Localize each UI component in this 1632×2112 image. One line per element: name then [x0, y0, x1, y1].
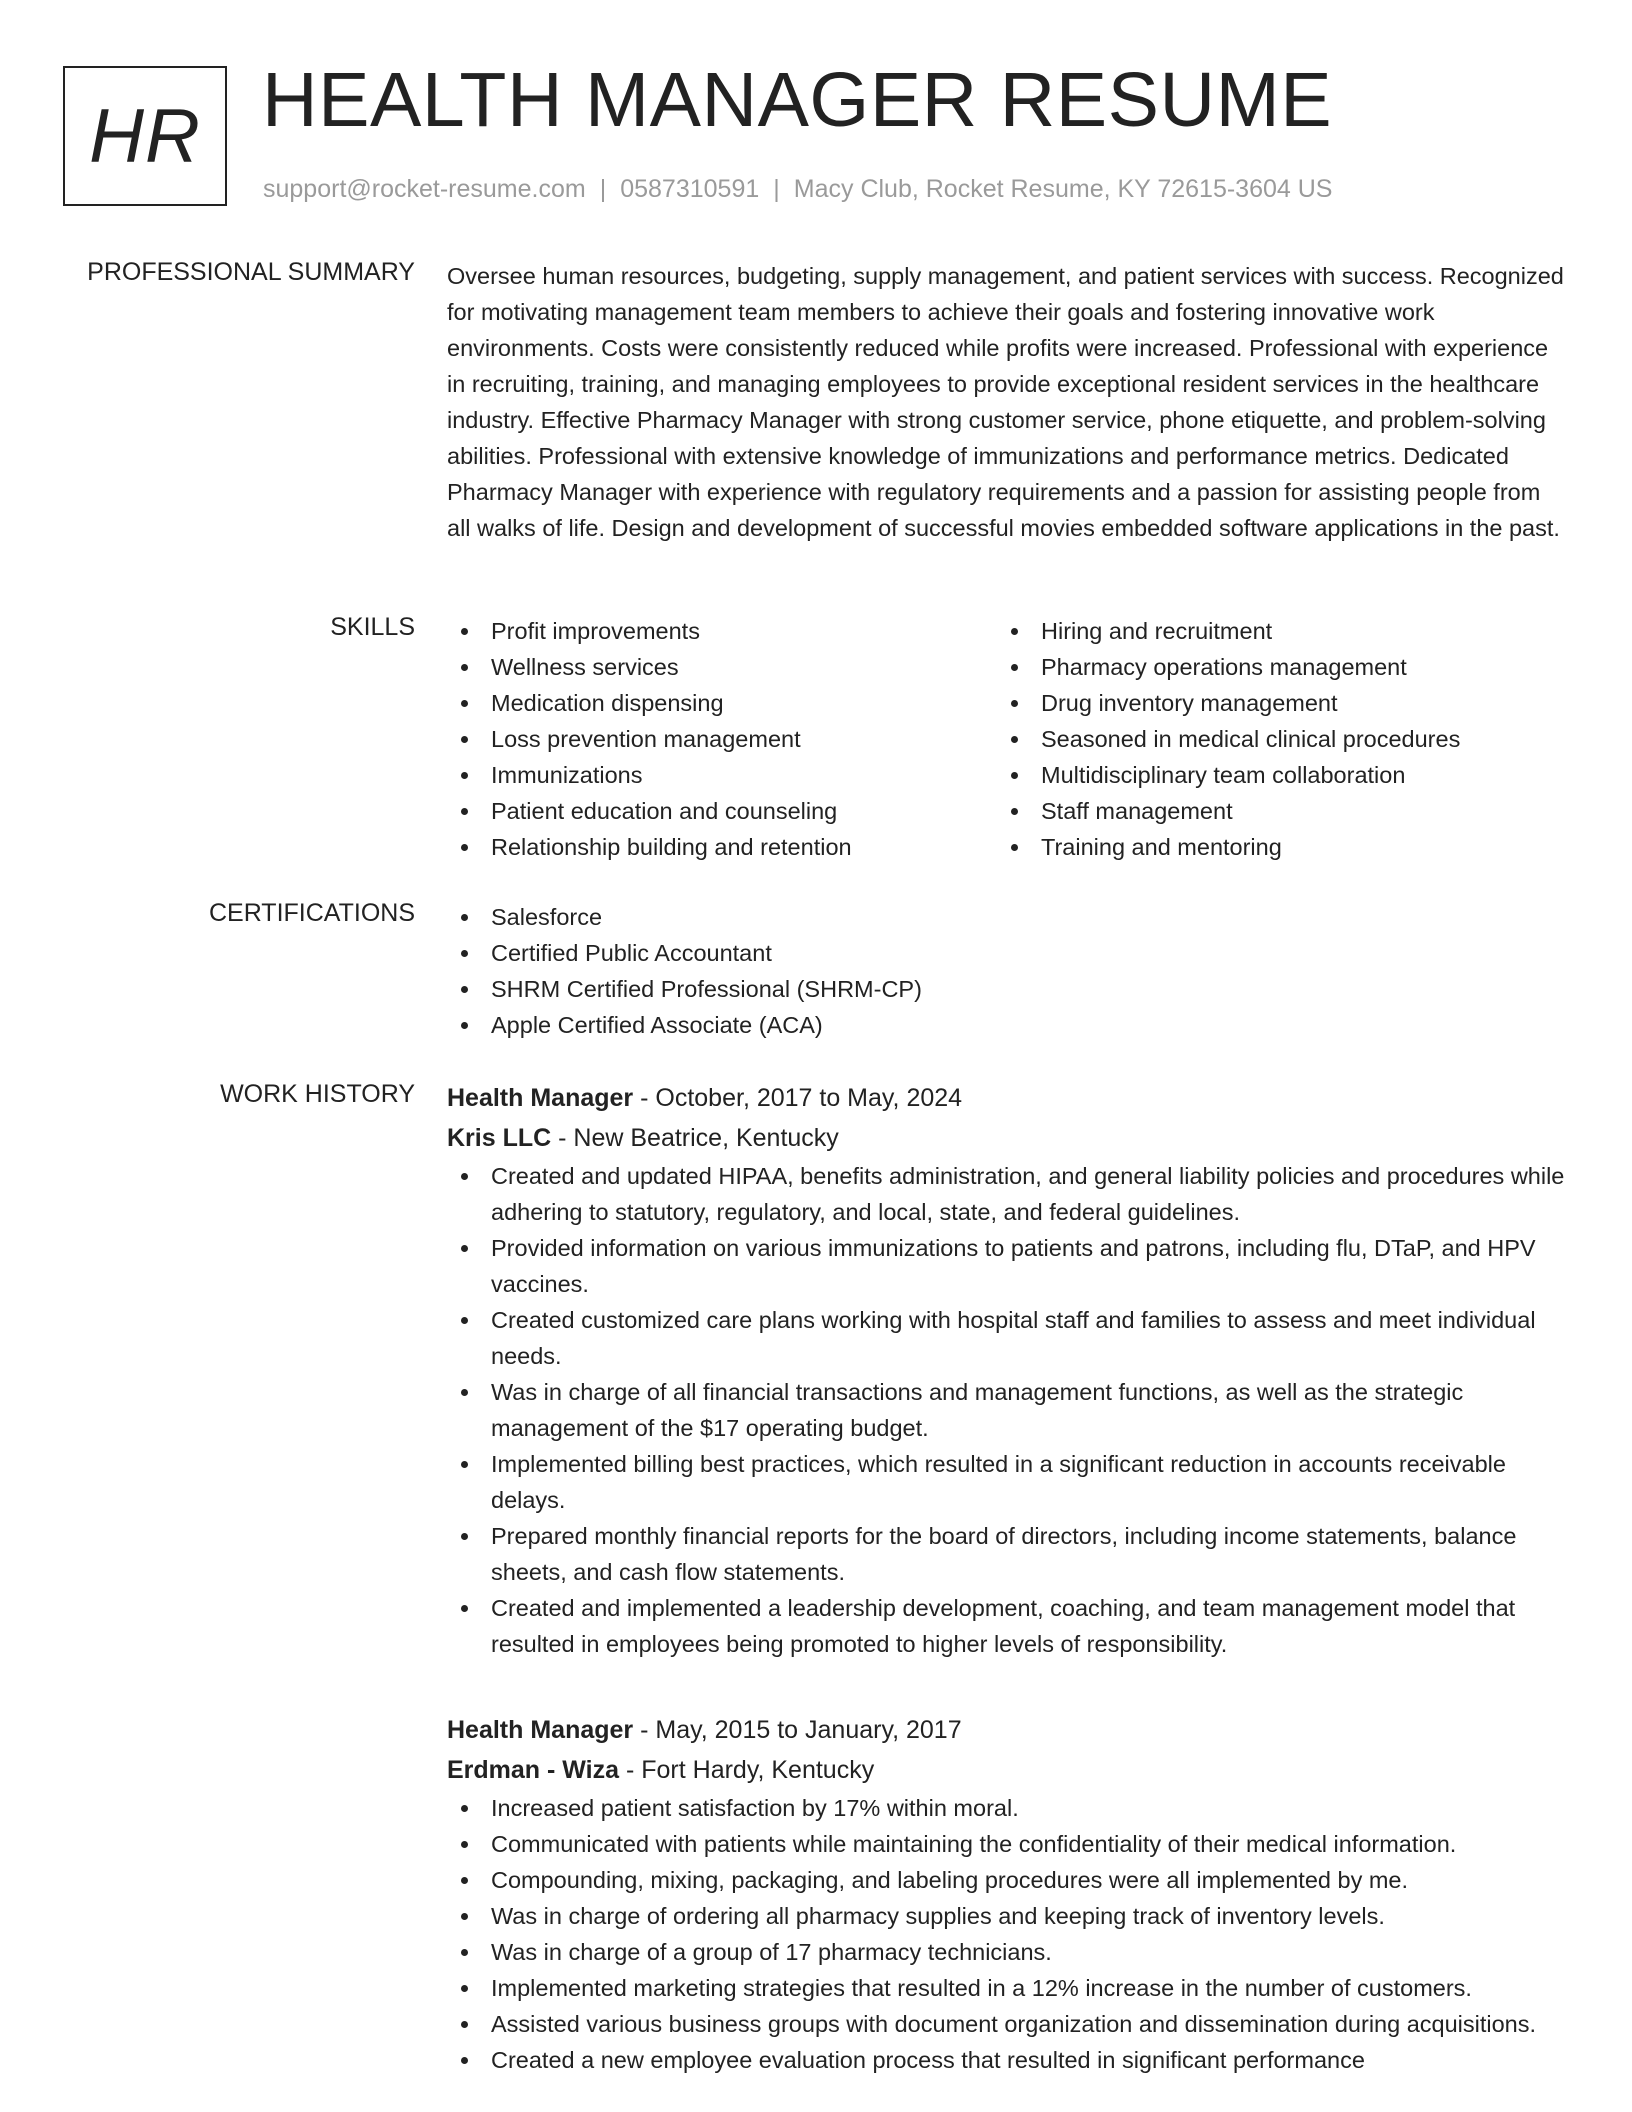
job-duty: Was in charge of all financial transactions and management functions, as well as the strategic management of the $17 operating budget. — [447, 1374, 1565, 1446]
skills-body — [447, 613, 1565, 865]
job-duty: Was in charge of a group of 17 pharmacy technicians. — [447, 1934, 1565, 1970]
job-duties-list — [447, 1790, 1565, 2078]
resume-title: HEALTH MANAGER RESUME — [262, 57, 1333, 143]
skill-item: Relationship building and retention — [447, 829, 997, 865]
skill-item: Profit improvements — [447, 613, 997, 649]
job-dates: - October, 2017 to May, 2024 — [633, 1084, 963, 1112]
contact-phone[interactable]: 0587310591 — [620, 175, 760, 203]
certifications-list — [447, 899, 1565, 1043]
skill-item: Pharmacy operations management — [997, 649, 1547, 685]
skill-item: Loss prevention management — [447, 721, 997, 757]
skill-item: Hiring and recruitment — [997, 613, 1547, 649]
job-duty: Created a new employee evaluation process that resulted in significant performance — [447, 2042, 1565, 2078]
skill-item: Patient education and counseling — [447, 793, 997, 829]
work-history-heading: WORK HISTORY — [220, 1080, 415, 1108]
job-duty: Was in charge of ordering all pharmacy supplies and keeping track of inventory levels. — [447, 1898, 1565, 1934]
job-entry — [447, 1710, 1565, 2078]
job-duty: Increased patient satisfaction by 17% within moral. — [447, 1790, 1565, 1826]
job-company-line — [447, 1750, 1565, 1790]
contact-address: Macy Club, Rocket Resume, KY 72615-3604 US — [793, 175, 1333, 203]
summary-heading: PROFESSIONAL SUMMARY — [87, 258, 415, 286]
certifications-heading: CERTIFICATIONS — [208, 899, 415, 927]
skills-left-list — [447, 613, 997, 865]
certification-item: Certified Public Accountant — [447, 935, 1565, 971]
summary-body — [447, 258, 1565, 546]
skill-item: Multidisciplinary team collaboration — [997, 757, 1547, 793]
job-location: - New Beatrice, Kentucky — [551, 1124, 839, 1152]
skill-item: Immunizations — [447, 757, 997, 793]
job-dates: - May, 2015 to January, 2017 — [633, 1716, 962, 1744]
job-duty: Prepared monthly financial reports for the board of directors, including income statements, balance sheets, and cash flow statements. — [447, 1518, 1565, 1590]
job-company-line — [447, 1118, 1565, 1158]
job-title-line — [447, 1078, 1565, 1118]
certification-item: SHRM Certified Professional (SHRM-CP) — [447, 971, 1565, 1007]
job-duty: Created customized care plans working with hospital staff and families to assess and meet individual needs. — [447, 1302, 1565, 1374]
job-duty: Created and updated HIPAA, benefits administration, and general liability policies and procedures while adhering to statutory, regulatory, and local, state, and federal guidelines. — [447, 1158, 1565, 1230]
job-duty: Implemented marketing strategies that resulted in a 12% increase in the number of customers. — [447, 1970, 1565, 2006]
summary-text: Oversee human resources, budgeting, supply management, and patient services with success. Recognized for motivating management team members to achieve their goals and fostering innovative work environments. Costs were consistently reduced while profits were increased. Professional with experience in recruiting, training, and managing employees to provide exceptional resident services in the healthcare industry. Effective Pharmacy Manager with strong customer service, phone etiquette, and problem-solving abilities. Professional with extensive knowledge of immunizations and performance metrics. Dedicated Pharmacy Manager with experience with regulatory requirements and a passion for assisting people from all walks of life. Design and development of successful movies embedded software applications in the past. — [447, 263, 1564, 541]
skills-heading: SKILLS — [330, 613, 415, 641]
job-entry — [447, 1078, 1565, 1662]
skill-item: Seasoned in medical clinical procedures — [997, 721, 1547, 757]
job-duty: Assisted various business groups with document organization and dissemination during acquisitions. — [447, 2006, 1565, 2042]
skill-item: Drug inventory management — [997, 685, 1547, 721]
job-company: Erdman - Wiza — [447, 1756, 620, 1784]
job-duty: Provided information on various immunizations to patients and patrons, including flu, DTaP, and HPV vaccines. — [447, 1230, 1565, 1302]
skill-item: Training and mentoring — [997, 829, 1547, 865]
contact-line — [263, 175, 1332, 204]
certifications-body — [447, 899, 1565, 1043]
skill-item: Wellness services — [447, 649, 997, 685]
certification-item: Salesforce — [447, 899, 1565, 935]
job-duty: Compounding, mixing, packaging, and labeling procedures were all implemented by me. — [447, 1862, 1565, 1898]
skills-right-list — [997, 613, 1547, 865]
job-duty: Implemented billing best practices, which resulted in a significant reduction in accounts receivable delays. — [447, 1446, 1565, 1518]
job-company: Kris LLC — [447, 1124, 552, 1152]
contact-separator: | — [773, 175, 780, 203]
contact-email[interactable]: support@rocket-resume.com — [263, 175, 586, 203]
skill-item: Medication dispensing — [447, 685, 997, 721]
job-title: Health Manager — [447, 1716, 634, 1744]
monogram-logo — [63, 66, 227, 206]
job-duty: Created and implemented a leadership development, coaching, and team management model that resulted in employees being promoted to higher levels of responsibility. — [447, 1590, 1565, 1662]
monogram-text: HR — [89, 93, 201, 179]
job-location: - Fort Hardy, Kentucky — [619, 1756, 875, 1784]
skill-item: Staff management — [997, 793, 1547, 829]
certification-item: Apple Certified Associate (ACA) — [447, 1007, 1565, 1043]
job-duties-list — [447, 1158, 1565, 1662]
job-title: Health Manager — [447, 1084, 634, 1112]
job-title-line — [447, 1710, 1565, 1750]
contact-separator: | — [599, 175, 607, 203]
job-duty: Communicated with patients while maintaining the confidentiality of their medical information. — [447, 1826, 1565, 1862]
